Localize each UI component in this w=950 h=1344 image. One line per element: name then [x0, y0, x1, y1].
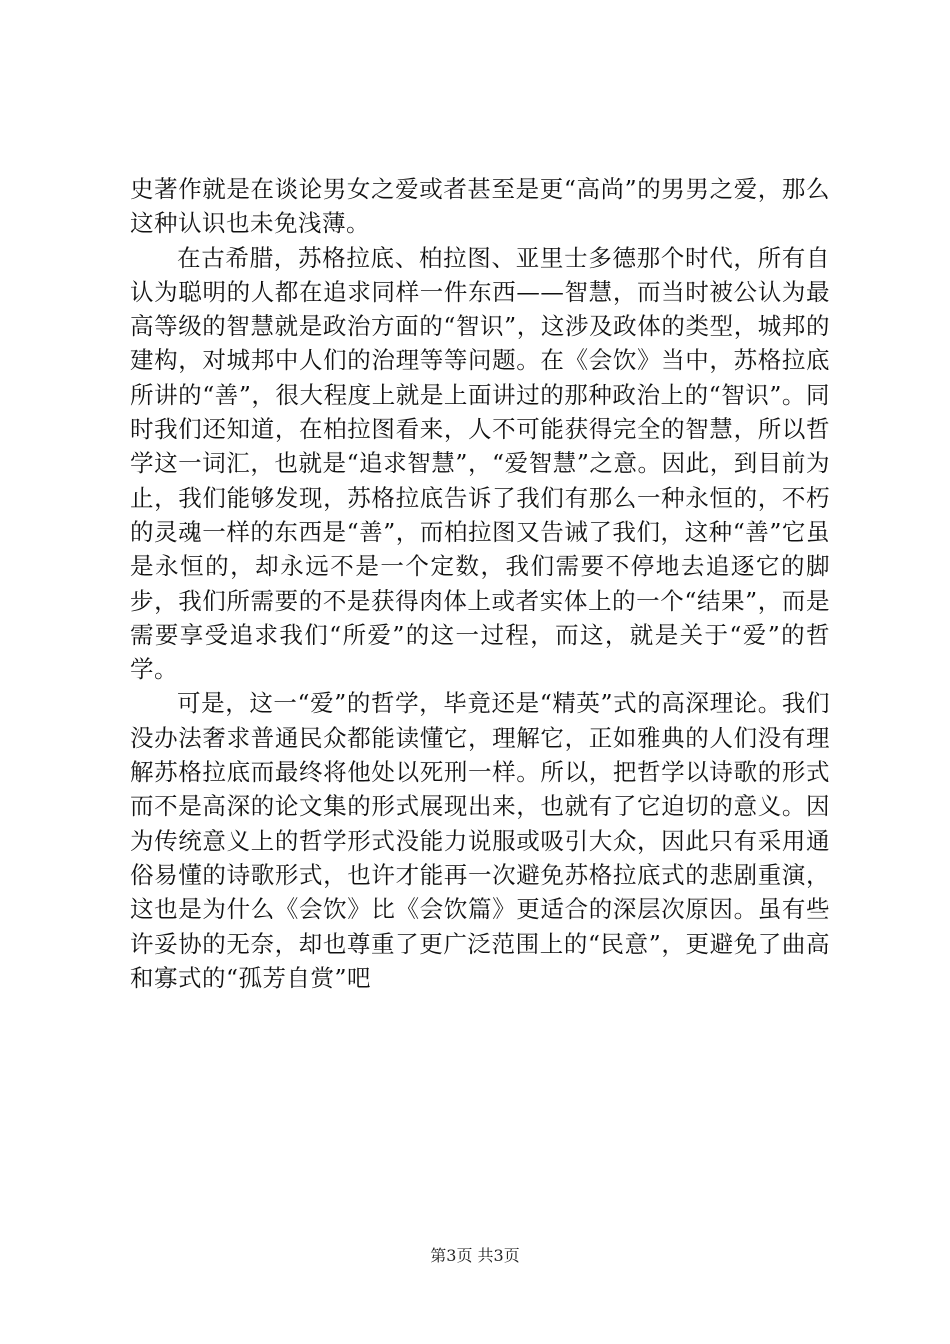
paragraph-ancient-greece: 在古希腊，苏格拉底、柏拉图、亚里士多德那个时代，所有自认为聪明的人都在追求同样一件东西——智慧，而当时被公认为最高等级的智慧就是政治方面的“智识”，这涉及政体的类型，城邦的建构，对城邦中人们的治理等等问题。在《会饮》当中，苏格拉底所讲的“善”，很大程度上就是上面讲过的那种政治上的“智识”。同时我们还知道，在柏拉图看来，人不可能获得完全的智慧，所以哲学这一词汇，也就是“追求智慧”，“爱智慧”之意。因此，到目前为止，我们能够发现，苏格拉底告诉了我们有那么一种永恒的，不朽的灵魂一样的东西是“善”，而柏拉图又告诫了我们，这种“善”它虽是永恒的，却永远不是一个定数，我们需要不停地去追逐它的脚步，我们所需要的不是获得肉体上或者实体上的一个“结果”，而是需要享受追求我们“所爱”的这一过程，而这，就是关于“爱”的哲学。 — [130, 243, 830, 684]
paragraph-philosophy-of-love: 可是，这一“爱”的哲学，毕竟还是“精英”式的高深理论。我们没办法奢求普通民众都能读懂它，理解它，正如雅典的人们没有理解苏格拉底而最终将他处以死刑一样。所以，把哲学以诗歌的形式而不是高深的论文集的形式展现出来，也就有了它迫切的意义。因为传统意义上的哲学形式没能力说服或吸引大众，因此只有采用通俗易懂的诗歌形式，也许才能再一次避免苏格拉底式的悲剧重演，这也是为什么《会饮》比《会饮篇》更适合的深层次原因。虽有些许妥协的无奈，却也尊重了更广泛范围上的“民意”，更避免了曲高和寡式的“孤芳自赏”吧 — [130, 689, 830, 992]
document-body — [130, 172, 830, 995]
paragraph-continuation: 史著作就是在谈论男女之爱或者甚至是更“高尚”的男男之爱，那么这种认识也未免浅薄。 — [130, 175, 830, 238]
page-footer: 第3页 共3页 — [430, 1246, 520, 1265]
